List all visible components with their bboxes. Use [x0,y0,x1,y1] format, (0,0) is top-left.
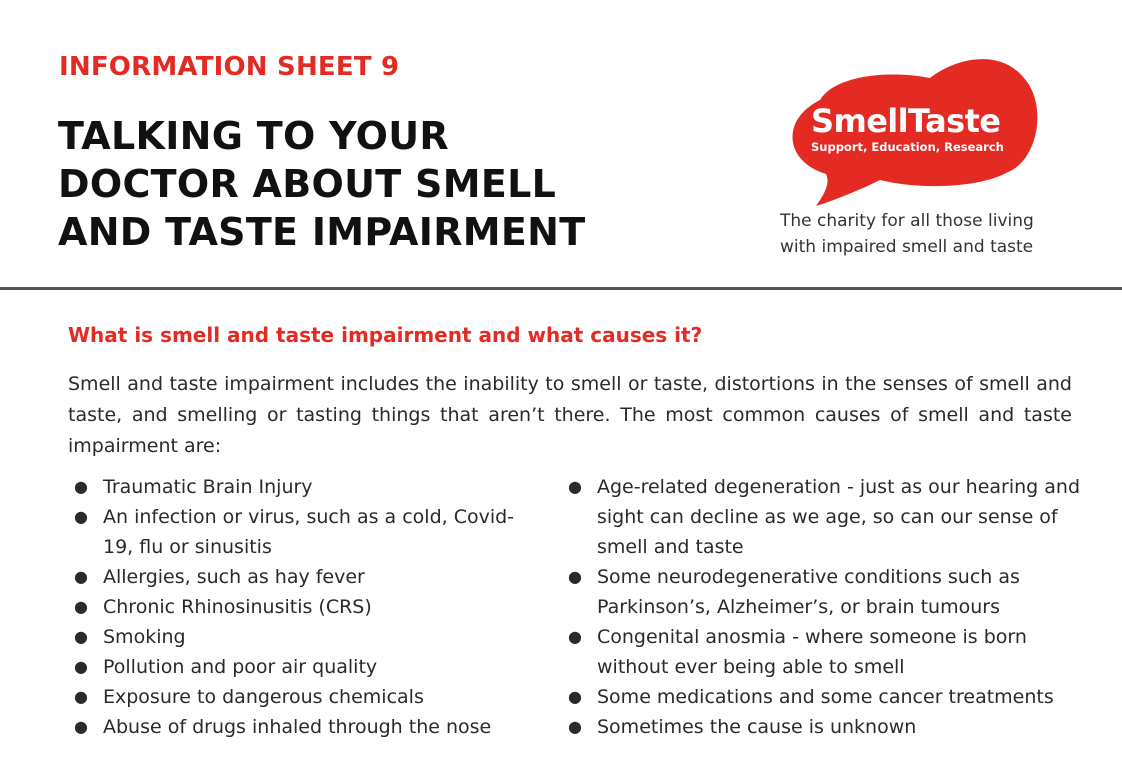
bullet-icon: ● [568,717,582,736]
list-item [74,502,534,562]
list-item [568,622,1088,682]
intro-paragraph: Smell and taste impairment includes the inability to smell or taste, distortions in the senses of smell and taste, and smelling or tasting things that aren’t there. The most common causes of smell and taste impairment are: [68,373,1072,457]
list-item [568,682,1088,712]
bullet-icon: ● [568,567,582,586]
list-item [74,472,534,502]
page-title-line: TALKING TO YOUR [58,114,449,158]
bullet-icon: ● [74,717,88,736]
page-title-line: DOCTOR ABOUT SMELL [58,162,557,206]
list-item-text: Congenital anosmia - where someone is born without ever being able to smell [597,626,1027,678]
logo-tagline: Support, Education, Research [811,140,1004,154]
list-item [74,592,534,622]
list-item-text: An infection or virus, such as a cold, Covid-19, flu or sinusitis [103,506,515,558]
bullet-icon: ● [74,657,88,676]
bullet-icon: ● [74,567,88,586]
logo-name: SmellTaste [811,102,1001,140]
list-item [74,652,534,682]
list-item-text: Abuse of drugs inhaled through the nose [103,716,492,738]
bullet-icon: ● [74,507,88,526]
list-item [74,682,534,712]
bullet-icon: ● [74,687,88,706]
list-item-text: Allergies, such as hay fever [103,566,365,588]
charity-description-line: with impaired smell and taste [780,237,1034,257]
header-divider [0,287,1122,290]
bullet-icon: ● [74,477,88,496]
list-item [74,712,534,742]
sheet-label: INFORMATION SHEET 9 [59,52,400,82]
bullet-icon: ● [568,687,582,706]
list-item-text: Some neurodegenerative conditions such as Parkinson’s, Alzheimer’s, or brain tumours [597,566,1020,618]
list-item [74,622,534,652]
charity-description-line: The charity for all those living [780,211,1034,231]
list-item-text: Sometimes the cause is unknown [597,716,917,738]
list-item [568,712,1088,742]
list-item [568,562,1088,622]
causes-list-right [568,472,1088,742]
list-item-text: Pollution and poor air quality [103,656,378,678]
list-item-text: Some medications and some cancer treatments [597,686,1054,708]
smelltaste-logo [780,50,1042,208]
list-item [568,472,1088,562]
page-title-line: AND TASTE IMPAIRMENT [58,210,586,254]
bullet-icon: ● [568,477,582,496]
list-item [74,562,534,592]
list-item-text: Chronic Rhinosinusitis (CRS) [103,596,372,618]
list-item-text: Age-related degeneration - just as our hearing and sight can decline as we age, so can our sense of smell and taste [597,476,1081,558]
page-header [0,0,1122,289]
section-heading: What is smell and taste impairment and what causes it? [68,323,703,347]
bullet-icon: ● [74,597,88,616]
list-item-text: Smoking [103,626,186,648]
causes-list-left [74,472,534,742]
list-item-text: Traumatic Brain Injury [103,476,313,498]
page-title [58,112,698,256]
bullet-icon: ● [568,627,582,646]
bullet-icon: ● [74,627,88,646]
list-item-text: Exposure to dangerous chemicals [103,686,424,708]
